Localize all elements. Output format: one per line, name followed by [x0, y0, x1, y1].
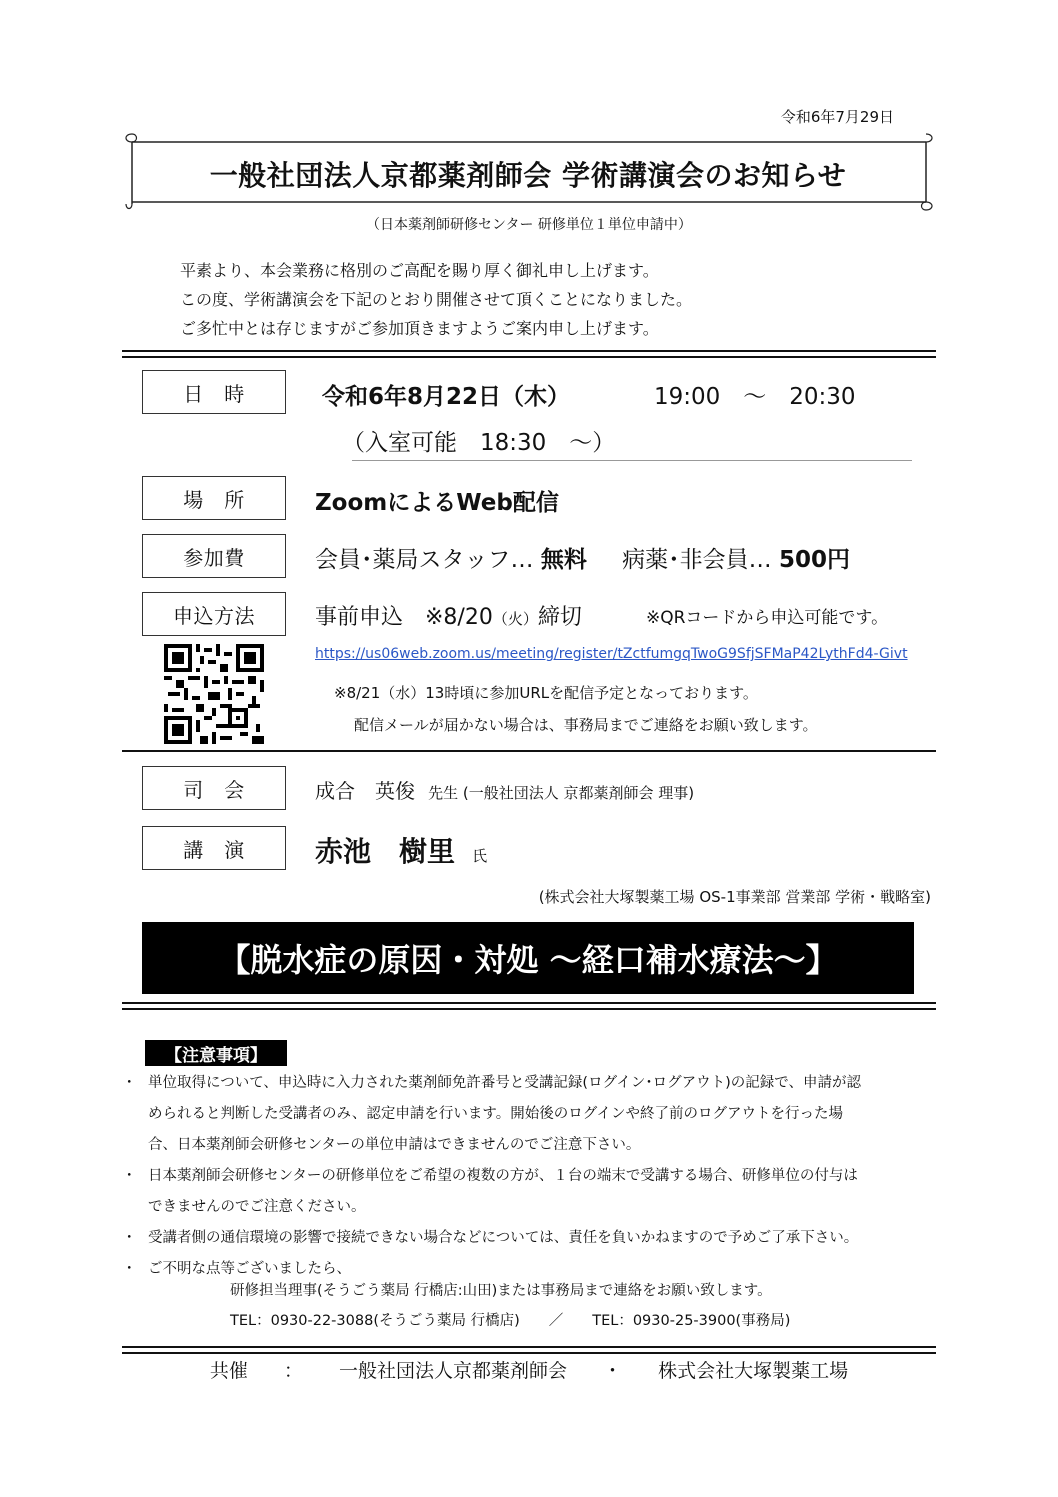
footer-sep: ： — [283, 1360, 303, 1382]
label-datetime: 日 時 — [142, 370, 286, 414]
contact-line: TEL：0930-22-3088(そうごう薬局 行橋店) ／ TEL：0930-25-3900(事務局) — [230, 1313, 791, 1329]
intro-text — [180, 256, 692, 343]
issue-date: 令和6年7月29日 — [780, 108, 894, 126]
label-application: 申込方法 — [142, 592, 286, 636]
delivery-note: ※8/21（水）13時頃に参加URLを配信予定となっております。 — [334, 684, 758, 702]
speaker-affiliation: (株式会社大塚製薬工場 OS-1事業部 営業部 学術・戦略室) — [538, 888, 931, 906]
fee-member-label: 会員･薬局スタッフ… — [315, 547, 534, 573]
divider — [122, 350, 936, 358]
entry-time: （入室可能 18:30 ～） — [342, 430, 616, 456]
fee-row — [315, 541, 850, 574]
label-speaker: 講 演 — [142, 826, 286, 870]
moderator-name: 成合 英俊 — [315, 779, 415, 803]
label-fee: 参加費 — [142, 534, 286, 578]
caution-item-cont: 合、日本薬剤師会研修センターの単位申請はできませんのでご注意下さい。 — [148, 1137, 641, 1153]
qr-note: ※QRコードから申込可能です。 — [646, 608, 889, 628]
venue-value: ZoomによるWeb配信 — [315, 490, 559, 516]
caution-list — [128, 1068, 948, 1285]
caution-item: ・ 受講者側の通信環境の影響で接続できない場合などについては、責任を負いかねますので予めご了承下さい。 — [128, 1223, 948, 1254]
contact-info — [230, 1276, 790, 1336]
caution-item-cont: められると判断した受講者のみ、認定申請を行います。開始後のログインや終了前のログアウトを行った場 — [148, 1106, 843, 1122]
label-venue: 場 所 — [142, 476, 286, 520]
fee-nonmember-value: 500円 — [778, 547, 850, 573]
lecture-title: 【脱水症の原因・対処 ～経口補水療法～】 — [142, 922, 914, 994]
caution-item-cont: できませんのでご注意ください。 — [148, 1199, 366, 1215]
moderator-title: 先生 (一般社団法人 京都薬剤師会 理事) — [428, 784, 695, 802]
caution-item: ・ 日本薬剤師会研修センターの研修単位をご希望の複数の方が、１台の端末で受講する場合、研修単位の付与は — [128, 1161, 948, 1192]
contact-line: 研修担当理事(そうごう薬局 行橋店:山田)または事務局まで連絡をお願い致します。 — [230, 1283, 772, 1299]
fee-member-value: 無料 — [540, 547, 587, 573]
subtitle: （日本薬剤師研修センター 研修単位１単位申請中） — [366, 217, 692, 233]
speaker-row — [315, 830, 487, 870]
intro-line: 平素より、本会業務に格別のご高配を賜り厚く御礼申し上げます。 — [180, 261, 659, 280]
event-time: 19:00 ～ 20:30 — [654, 384, 856, 410]
application-row — [315, 600, 582, 631]
divider — [122, 1346, 936, 1354]
co-host-footer — [0, 1356, 1058, 1383]
footer-org2: 株式会社大塚製薬工場 — [658, 1360, 849, 1382]
caution-item: ・ 単位取得について、申込時に入力された薬剤師免許番号と受講記録(ログイン･ログアウト)の記録で、申請が認 — [128, 1068, 948, 1099]
footer-org1: 一般社団法人京都薬剤師会 — [338, 1360, 567, 1382]
moderator-row — [315, 775, 694, 804]
divider — [122, 1002, 936, 1010]
speaker-name: 赤池 樹里 — [315, 835, 456, 868]
label-moderator: 司 会 — [142, 766, 286, 810]
underline — [352, 460, 912, 461]
intro-line: この度、学術講演会を下記のとおり開催させて頂くことになりました。 — [180, 290, 693, 309]
application-value: 事前申込 ※8/20 — [315, 605, 493, 630]
fee-nonmember-label: 病薬･非会員… — [622, 547, 772, 573]
caution-item: ・ ご不明な点等ございましたら、 — [128, 1254, 948, 1285]
divider — [122, 750, 936, 752]
intro-line: ご多忙中とは存じますがご参加頂きますようご案内申し上げます。 — [180, 319, 659, 338]
registration-link[interactable]: https://us06web.zoom.us/meeting/register/tZctfumgqTwoG9SfjSFMaP42LythFd4-Givt — [315, 646, 908, 662]
caution-tag: 【注意事項】 — [145, 1040, 287, 1066]
footer-dot: ・ — [603, 1360, 623, 1382]
application-deadline-suffix: 締切 — [537, 605, 582, 630]
contact-note: 配信メールが届かない場合は、事務局までご連絡をお願い致します。 — [354, 716, 818, 734]
application-deadline-day: （火） — [492, 610, 538, 628]
qr-code[interactable] — [164, 644, 264, 744]
page-title: 一般社団法人京都薬剤師会 学術講演会のお知らせ — [209, 159, 847, 192]
event-date: 令和6年8月22日（木） — [322, 384, 571, 410]
footer-label: 共催 — [209, 1360, 248, 1382]
speaker-suffix: 氏 — [472, 847, 488, 865]
